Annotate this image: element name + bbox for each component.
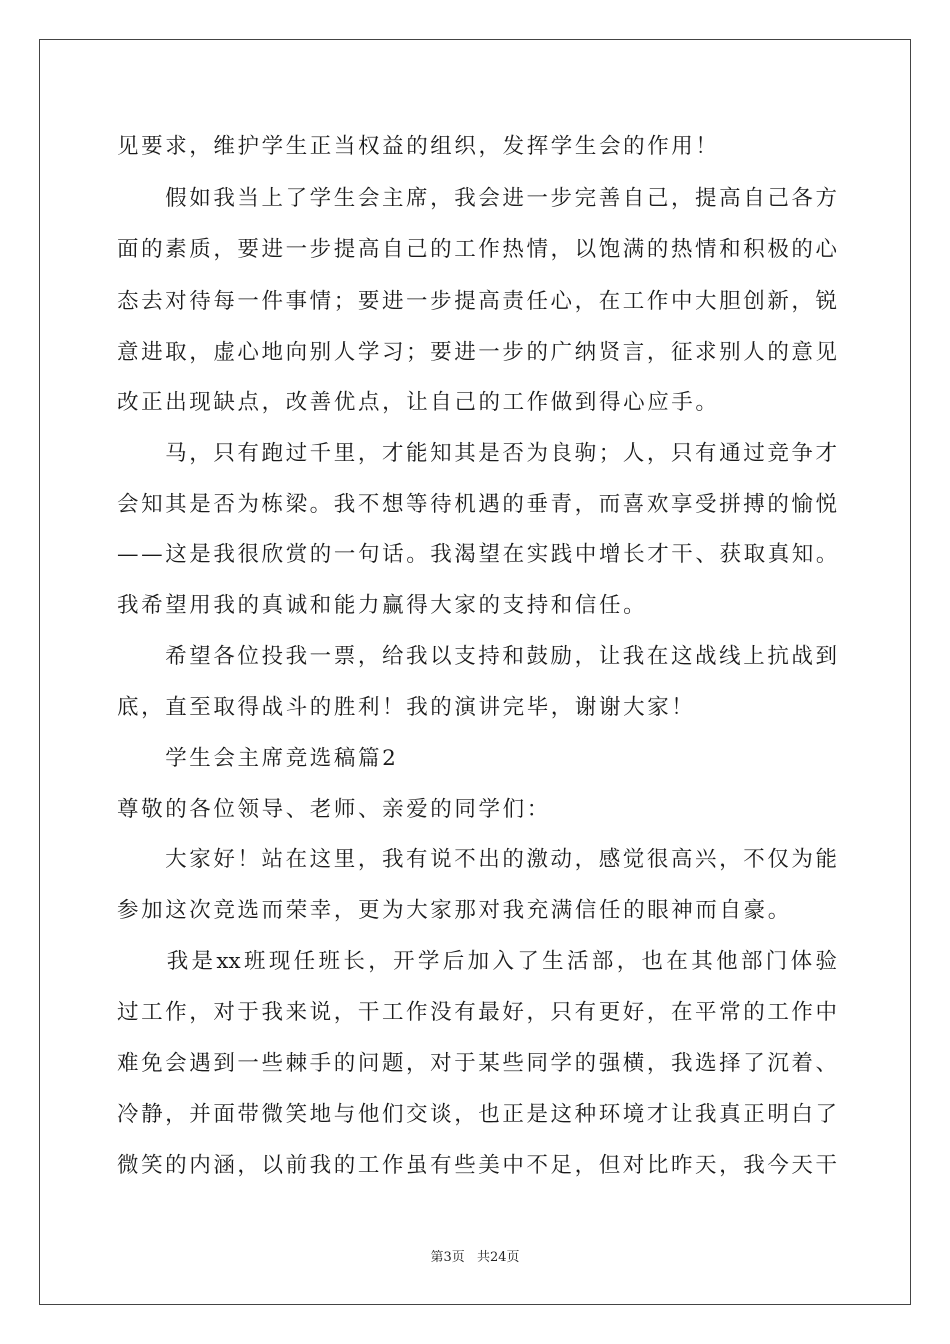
text-line: 难免会遇到一些棘手的问题，对于某些同学的强横，我选择了沉着、 xyxy=(117,1051,837,1076)
text-line: 态去对待每一件事情；要进一步提高责任心，在工作中大胆创新，锐 xyxy=(117,289,837,314)
salutation: 尊敬的各位领导、老师、亲爱的同学们： xyxy=(117,797,551,822)
text-line: 希望各位投我一票，给我以支持和鼓励，让我在这战线上抗战到 xyxy=(117,644,837,669)
text-line: 我是xx班现任班长，开学后加入了生活部，也在其他部门体验 xyxy=(117,949,837,974)
text-line: 面的素质，要进一步提高自己的工作热情，以饱满的热情和积极的心 xyxy=(117,237,837,262)
text-line: 改正出现缺点，改善优点，让自己的工作做到得心应手。 xyxy=(117,390,720,415)
text-line: ——这是我很欣赏的一句话。我渴望在实践中增长才干、获取真知。 xyxy=(117,542,841,567)
text-line: 见要求，维护学生正当权益的组织，发挥学生会的作用！ xyxy=(117,134,720,159)
text-line: 参加这次竞选而荣幸，更为大家那对我充满信任的眼神而自豪。 xyxy=(117,898,792,923)
text-line: 马，只有跑过千里，才能知其是否为良驹；人，只有通过竞争才 xyxy=(117,441,837,466)
page-number: 第3页 xyxy=(430,1250,465,1265)
text-line: 会知其是否为栋梁。我不想等待机遇的垂青，而喜欢享受拼搏的愉悦 xyxy=(117,492,837,517)
text-line: 底，直至取得战斗的胜利！我的演讲完毕，谢谢大家！ xyxy=(117,695,696,720)
page-total: 共24页 xyxy=(476,1250,520,1265)
page-footer xyxy=(0,1246,950,1265)
text-line: 我希望用我的真诚和能力赢得大家的支持和信任。 xyxy=(117,593,648,618)
text-line: 大家好！站在这里，我有说不出的激动，感觉很高兴，不仅为能 xyxy=(117,847,837,872)
text-line: 微笑的内涵，以前我的工作虽有些美中不足，但对比昨天，我今天干 xyxy=(117,1153,837,1178)
text-line: 冷静，并面带微笑地与他们交谈，也正是这种环境才让我真正明白了 xyxy=(117,1102,837,1127)
section-title: 学生会主席竞选稿篇2 xyxy=(117,746,399,771)
text-line: 假如我当上了学生会主席，我会进一步完善自己，提高自己各方 xyxy=(117,186,837,211)
text-line: 过工作，对于我来说，干工作没有最好，只有更好，在平常的工作中 xyxy=(117,1000,837,1025)
text-line: 意进取，虚心地向别人学习；要进一步的广纳贤言，征求别人的意见 xyxy=(117,340,837,365)
